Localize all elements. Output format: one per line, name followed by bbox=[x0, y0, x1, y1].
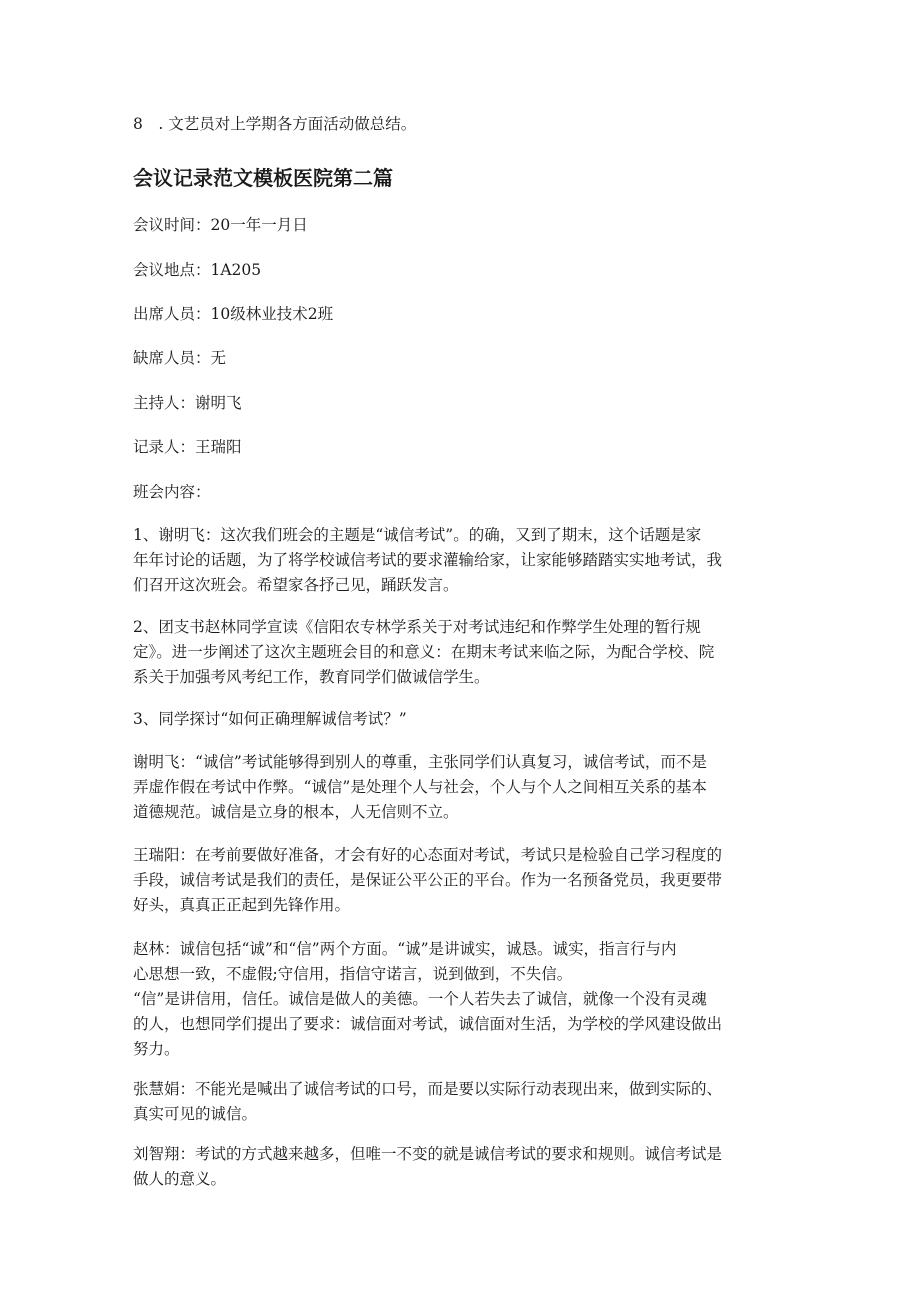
text-line: 3、同学探讨“如何正确理解诚信考试？” bbox=[133, 710, 407, 728]
discussion-xie-mingfei bbox=[133, 750, 789, 825]
discussion-zhao-lin bbox=[133, 937, 789, 1062]
top-list-item bbox=[133, 112, 789, 137]
meeting-time bbox=[133, 213, 789, 238]
text-line: 弄虚作假在考试中作弊。“诚信”是处理个人与社会，个人与个人之间相互关系的基本 bbox=[133, 778, 707, 796]
meeting-location bbox=[133, 258, 789, 283]
content-label bbox=[133, 480, 789, 505]
text-line: 努力。 bbox=[133, 1040, 180, 1058]
text-line: 会议时间：20一年一月日 bbox=[133, 216, 308, 234]
text-line: 记录人：王瑞阳 bbox=[133, 438, 242, 456]
text-line: 张慧娟：不能光是喊出了诚信考试的口号，而是要以实际行动表现出来，做到实际的、 bbox=[133, 1080, 723, 1098]
text-line: 系关于加强考风考纪工作，教育同学们做诚信学生。 bbox=[133, 668, 490, 686]
discussion-wang-ruiyang bbox=[133, 843, 789, 918]
meeting-absent bbox=[133, 346, 789, 371]
text-line: 心思想一致，不虚假;守信用，指信守诺言，说到做到，不失信。 bbox=[133, 965, 573, 983]
text-line: 做人的意义。 bbox=[133, 1170, 227, 1188]
text-line: 谢明飞：“诚信”考试能够得到别人的尊重，主张同学们认真复习，诚信考试，而不是 bbox=[133, 753, 707, 771]
text-line: 8 . 文艺员对上学期各方面活动做总结。 bbox=[133, 115, 417, 133]
text-line: 出席人员：10级林业技术2班 bbox=[133, 305, 334, 323]
discussion-liu-zhixiang bbox=[133, 1142, 789, 1192]
text-line: 会议地点：1A205 bbox=[133, 261, 262, 279]
item-3-paragraph bbox=[133, 707, 789, 732]
text-line: 好头，真真正正起到先锋作用。 bbox=[133, 896, 351, 914]
text-line: 2、团支书赵林同学宣读《信阳农专林学系关于对考试违纪和作弊学生处理的暂行规 bbox=[133, 618, 701, 636]
text-line: 缺席人员：无 bbox=[133, 349, 227, 367]
text-line: 的人，也想同学们提出了要求：诚信面对考试，诚信面对生活，为学校的学风建设做出 bbox=[133, 1015, 723, 1033]
text-line: 手段，诚信考试是我们的责任，是保证公平公正的平台。作为一名预备党员，我更要带 bbox=[133, 871, 723, 889]
text-line: “信”是讲信用，信任。诚信是做人的美德。一个人若失去了诚信，就像一个没有灵魂 bbox=[133, 990, 707, 1008]
text-line: 定》。进一步阐述了这次主题班会目的和意义：在期末考试来临之际，为配合学校、院 bbox=[133, 643, 715, 661]
meeting-recorder bbox=[133, 435, 789, 460]
text-line: 班会内容： bbox=[133, 483, 211, 501]
text-line: 真实可见的诚信。 bbox=[133, 1105, 258, 1123]
text-line: 王瑞阳：在考前要做好准备，才会有好的心态面对考试，考试只是检验自己学习程度的 bbox=[133, 846, 723, 864]
text-line: 1、谢明飞：这次我们班会的主题是“诚信考试”。的确，又到了期末，这个话题是家 bbox=[133, 526, 702, 544]
item-1-paragraph bbox=[133, 523, 789, 598]
text-line: 道德规范。诚信是立身的根本，人无信则不立。 bbox=[133, 803, 459, 821]
text-line: 主持人：谢明飞 bbox=[133, 394, 242, 412]
text-line: 刘智翔：考试的方式越来越多，但唯一不变的就是诚信考试的要求和规则。诚信考试是 bbox=[133, 1145, 723, 1163]
meeting-attendees bbox=[133, 302, 789, 327]
item-2-paragraph bbox=[133, 615, 789, 690]
section-title: 会议记录范文模板医院第二篇 bbox=[133, 166, 393, 190]
text-line: 们召开这次班会。希望家各抒己见，踊跃发言。 bbox=[133, 576, 459, 594]
text-line: 年年讨论的话题，为了将学校诚信考试的要求灌输给家，让家能够踏踏实实地考试，我 bbox=[133, 551, 723, 569]
discussion-zhang-huijuan bbox=[133, 1077, 789, 1127]
meeting-host bbox=[133, 391, 789, 416]
text-line: 赵林：诚信包括“诚”和“信”两个方面。“诚”是讲诚实，诚恳。诚实，指言行与内 bbox=[133, 940, 677, 958]
